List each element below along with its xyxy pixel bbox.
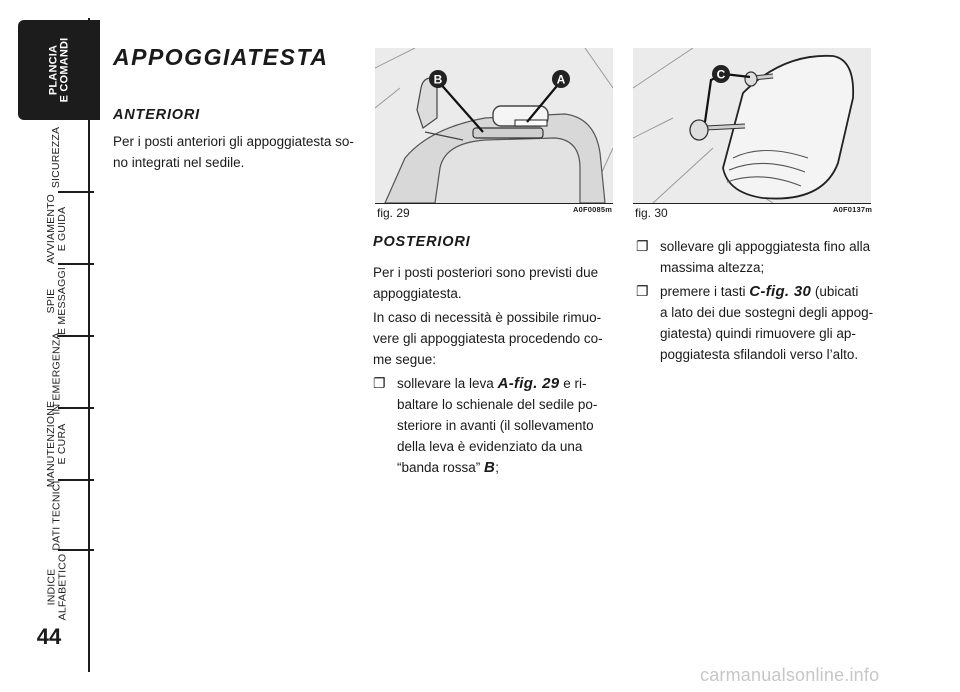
anteriori-text: Per i posti anteriori gli appoggiatesta so- no integrati nel sedile. bbox=[113, 134, 354, 170]
step-text: e ri- baltare lo schienale del sedile po- steriore in avanti (il sollevamento della leva è evidenziato da una “banda rossa” bbox=[397, 376, 598, 475]
section-heading-posteriori: POSTERIORI bbox=[373, 234, 471, 250]
tab-label: SPIE E MESSAGGI bbox=[45, 267, 68, 335]
tab-label: AVVIAMENTO E GUIDA bbox=[44, 194, 68, 264]
step-text: sollevare gli appoggiatesta fino alla massima altezza; bbox=[660, 239, 871, 275]
page-number: 44 bbox=[36, 624, 62, 649]
section-heading-anteriori: ANTERIORI bbox=[113, 107, 200, 123]
headrest-lever-drawing bbox=[375, 48, 613, 203]
tab-dati-tecnici[interactable] bbox=[14, 479, 100, 551]
tab-in-emergenza[interactable] bbox=[14, 331, 100, 415]
figure-29-caption: fig. 29 bbox=[377, 206, 410, 220]
step-text: (ubicati a lato dei due sostegni degli appog- giatesta) quindi rimuovere gli ap- poggiatesta sfilandoli verso l’alto. bbox=[660, 284, 874, 362]
tab-indice-alfabetico[interactable] bbox=[14, 554, 100, 620]
instruction-step-1 bbox=[373, 373, 619, 478]
step-text: premere i tasti bbox=[660, 284, 750, 299]
tab-label: IN EMERGENZA bbox=[50, 331, 63, 415]
callout-a-label: A bbox=[556, 72, 566, 87]
tab-avviamento-e-guida[interactable] bbox=[14, 196, 100, 262]
figure-rule bbox=[375, 203, 613, 204]
figure-29-illustration bbox=[375, 48, 613, 203]
bullet-box-icon: ❐ bbox=[636, 283, 649, 299]
tab-label: SICUREZZA bbox=[50, 126, 63, 188]
step-text: sollevare la leva bbox=[397, 376, 498, 391]
figure-30-code: A0F0137m bbox=[833, 205, 873, 214]
tab-label: INDICE ALFABETICO bbox=[45, 553, 68, 621]
figure-29-code: A0F0085m bbox=[573, 205, 613, 214]
tab-label: MANUTENZIONE E CURA bbox=[45, 400, 68, 488]
figure-reference: A-fig. 29 bbox=[497, 375, 560, 392]
tab-label: DATI TECNICI bbox=[50, 479, 63, 551]
page-title: APPOGGIATESTA bbox=[113, 44, 329, 70]
tab-manutenzione-e-cura[interactable] bbox=[14, 400, 100, 488]
figure-reference: C-fig. 30 bbox=[749, 283, 812, 300]
instruction-step-3 bbox=[636, 281, 882, 365]
step-text: ; bbox=[495, 460, 499, 475]
headrest-support-drawing bbox=[633, 48, 871, 203]
bullet-box-icon: ❐ bbox=[636, 238, 649, 254]
posteriori-paragraph-2: In caso di necessità è possibile rimuo- vere gli appoggiatesta procedendo co- me segue: bbox=[373, 310, 603, 367]
posteriori-paragraph-1: Per i posti posteriori sono previsti due appoggiatesta. bbox=[373, 265, 599, 301]
watermark: carmanualsonline.info bbox=[700, 665, 880, 685]
figure-30-caption: fig. 30 bbox=[635, 206, 668, 220]
bullet-box-icon: ❐ bbox=[373, 375, 386, 391]
figure-reference: B bbox=[484, 459, 496, 476]
tab-plancia-e-comandi[interactable] bbox=[18, 20, 100, 120]
figure-rule bbox=[633, 203, 871, 204]
tab-sicurezza[interactable] bbox=[14, 124, 100, 190]
tab-label: PLANCIA E COMANDI bbox=[47, 37, 70, 103]
tab-spie-e-messaggi[interactable] bbox=[14, 268, 100, 334]
figure-30-illustration bbox=[633, 48, 871, 203]
instruction-step-2 bbox=[636, 236, 882, 278]
callout-c-label: C bbox=[716, 67, 726, 82]
callout-b-label: B bbox=[433, 72, 443, 87]
chapter-sidebar bbox=[0, 0, 100, 692]
